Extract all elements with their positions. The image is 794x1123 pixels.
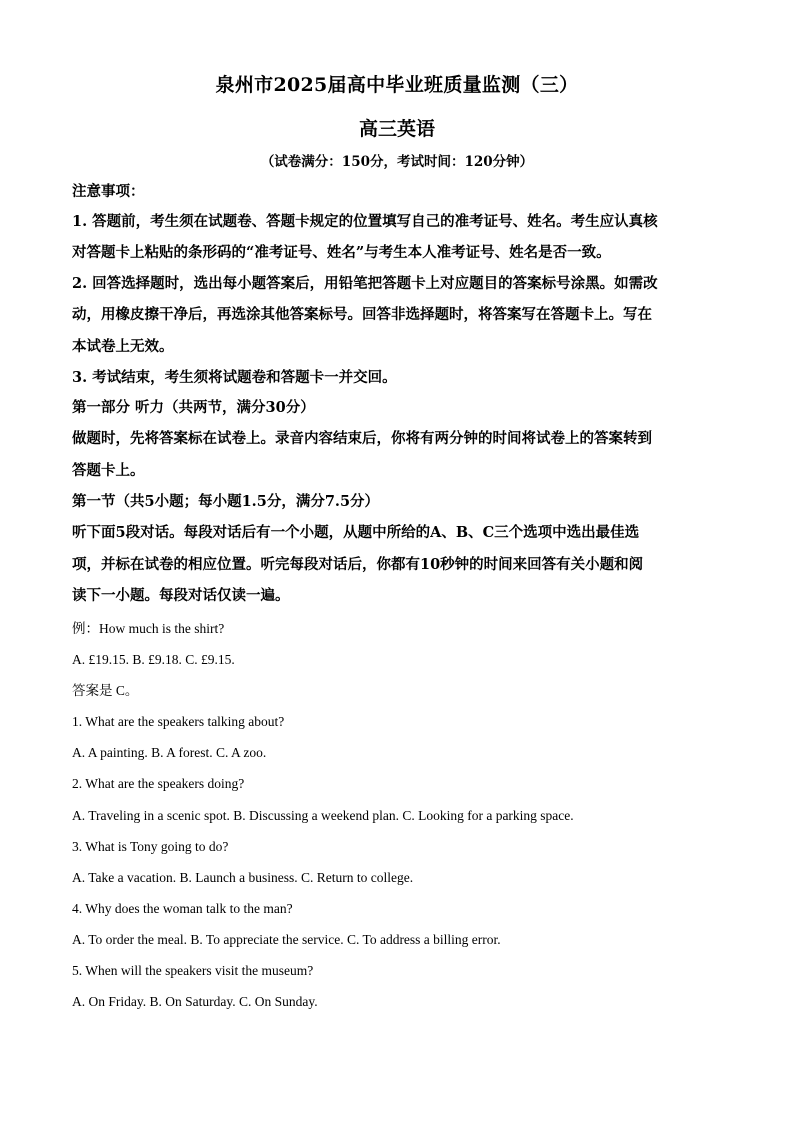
notice-item-3: 3. 考试结束，考生须将试题卷和答题卡一并交回。 <box>72 369 397 386</box>
section1-heading: 第一节（共5小题；每小题1.5分，满分7.5分） <box>72 493 380 510</box>
example-options: A. £19.15. B. £9.18. C. £9.15. <box>72 652 235 667</box>
section1-instruction-line-3: 读下一小题。每段对话仅读一遍。 <box>72 587 290 604</box>
exam-info: （试卷满分：150分，考试时间：120分钟） <box>260 154 534 170</box>
question-2-options: A. Traveling in a scenic spot. B. Discussing a weekend plan. C. Looking for a parking space. <box>72 808 574 823</box>
question-5: 5. When will the speakers visit the museum? <box>72 963 314 978</box>
notice-item-1-line-2: 对答题卡上粘贴的条形码的“准考证号、姓名”与考生本人准考证号、姓名是否一致。 <box>72 244 611 261</box>
question-4: 4. Why does the woman talk to the man? <box>72 901 293 916</box>
question-3: 3. What is Tony going to do? <box>72 839 229 854</box>
question-1: 1. What are the speakers talking about? <box>72 714 285 729</box>
exam-title: 泉州市2025届高中毕业班质量监测（三） <box>215 74 579 96</box>
section1-instruction-line-1: 听下面5段对话。每段对话后有一个小题，从题中所给的A、B、C三个选项中选出最佳选 <box>72 524 640 541</box>
subject-title: 高三英语 <box>358 118 435 140</box>
example-answer: 答案是 C。 <box>72 683 139 698</box>
question-5-options: A. On Friday. B. On Saturday. C. On Sunday. <box>72 994 318 1009</box>
part1-heading: 第一部分 听力（共两节，满分30分） <box>72 399 315 416</box>
example-question: 例：How much is the shirt? <box>72 621 225 636</box>
notice-item-2-line-1: 2. 回答选择题时，选出每小题答案后，用铅笔把答题卡上对应题目的答案标号涂黑。如需改 <box>72 275 658 292</box>
notice-item-1-line-1: 1. 答题前，考生须在试题卷、答题卡规定的位置填写自己的准考证号、姓名。考生应认真核 <box>72 213 658 230</box>
part1-instruction-line-1: 做题时，先将答案标在试卷上。录音内容结束后，你将有两分钟的时间将试卷上的答案转到 <box>72 430 652 447</box>
part1-instruction-line-2: 答题卡上。 <box>72 462 145 479</box>
notice-heading: 注意事项： <box>72 183 145 200</box>
section1-instruction-line-2: 项，并标在试卷的相应位置。听完每段对话后，你都有10秒钟的时间来回答有关小题和阅 <box>72 556 644 573</box>
question-1-options: A. A painting. B. A forest. C. A zoo. <box>72 745 267 760</box>
notice-item-2-line-2: 动，用橡皮擦干净后，再选涂其他答案标号。回答非选择题时，将答案写在答题卡上。写在 <box>72 306 652 323</box>
question-3-options: A. Take a vacation. B. Launch a business. C. Return to college. <box>72 870 414 885</box>
notice-item-2-line-3: 本试卷上无效。 <box>72 338 174 355</box>
question-2: 2. What are the speakers doing? <box>72 776 245 791</box>
question-4-options: A. To order the meal. B. To appreciate the service. C. To address a billing error. <box>72 932 501 947</box>
